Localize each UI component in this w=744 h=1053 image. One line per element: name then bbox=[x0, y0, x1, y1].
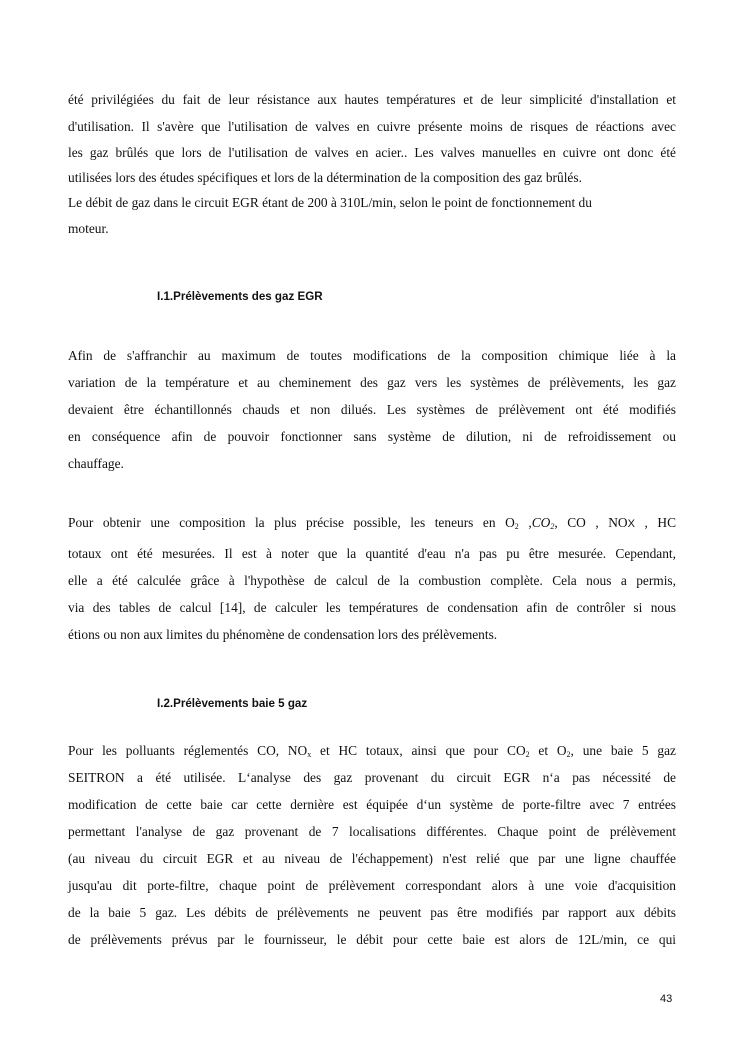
para4-line7: de la baie 5 gaz. Les débits de prélèvements ne peuvent pas être modifiés par rapport aux débits bbox=[68, 905, 676, 920]
para4-line3: modification de cette baie car cette dernière est équipée d‘un système de porte-filtre avec 7 entrées bbox=[68, 797, 676, 812]
para4-line5: (au niveau du circuit EGR et au niveau de l'échappement) n'est relié que par une ligne chauffée bbox=[68, 851, 676, 866]
para2-line4: en conséquence afin de pouvoir fonctionner sans système de dilution, ni de refroidissement ou bbox=[68, 429, 676, 444]
para4-line1: Pour les polluants réglementés CO, $NO_x$ et HC totaux, ainsi que pour $CO_2$ et $O_2$, une baie 5 gaz bbox=[68, 743, 676, 759]
para1-line1: été privilégiées du fait de leur résistance aux hautes températures et de leur simplicité d'installation et bbox=[68, 92, 676, 107]
para4-line2: SEITRON a été utilisée. L‘analyse des gaz provenant du circuit EGR n‘a pas nécessité de bbox=[68, 770, 676, 785]
para3-line4: via des tables de calcul [14], de calculer les températures de condensation afin de contrôler si nous bbox=[68, 600, 676, 615]
para3-line2: totaux ont été mesurées. Il est à noter que la quantité d'eau n'a pas pu être mesurée. Cependant, bbox=[68, 546, 676, 561]
para2-line1: Afin de s'affranchir au maximum de toutes modifications de la composition chimique liée à la bbox=[68, 348, 676, 363]
para3-line1: Pour obtenir une composition la plus précise possible, les teneurs en $O_2$ $,CO_2$, CO , NOX , HC bbox=[68, 515, 676, 531]
para3-line3: elle a été calculée grâce à l'hypothèse de calcul de la combustion complète. Cela nous a permis, bbox=[68, 573, 676, 588]
para4-line6: jusqu'au dit porte-filtre, chaque point de prélèvement correspondant alors à une voie d'acquisition bbox=[68, 878, 676, 893]
para2-line3: devaient être échantillonnés chauds et non dilués. Les systèmes de prélèvement ont été modifiés bbox=[68, 402, 676, 417]
para1-line3: les gaz brûlés que lors de l'utilisation de valves en acier.. Les valves manuelles en cuivre ont donc été bbox=[68, 145, 676, 160]
para4-line4: permettant l'analyse de gaz provenant de 7 localisations différentes. Chaque point de prélèvement bbox=[68, 824, 676, 839]
para1-line5: Le débit de gaz dans le circuit EGR étant de 200 à 310L/min, selon le point de fonctionnement du bbox=[68, 195, 592, 210]
para2-line2: variation de la température et au cheminement des gaz vers les systèmes de prélèvements, les gaz bbox=[68, 375, 676, 390]
para4-line8: de prélèvements prévus par le fournisseur, le débit pour cette baie est alors de 12L/min, ce qui bbox=[68, 932, 676, 947]
para3-line5: étions ou non aux limites du phénomène de condensation lors des prélèvements. bbox=[68, 627, 498, 642]
section-heading-1-2: I.2.Prélèvements baie 5 gaz bbox=[157, 697, 308, 710]
page-number: 43 bbox=[660, 993, 673, 1005]
para1-line4: utilisées lors des études spécifiques et lors de la détermination de la composition des gaz brûlés. bbox=[68, 170, 582, 185]
para1-line2: d'utilisation. Il s'avère que l'utilisation de valves en cuivre présente moins de risques de réactions avec bbox=[68, 119, 676, 134]
para1-line6: moteur. bbox=[68, 221, 109, 236]
para2-line5: chauffage. bbox=[68, 456, 124, 471]
section-heading-1-1: I.1.Prélèvements des gaz EGR bbox=[157, 290, 323, 303]
